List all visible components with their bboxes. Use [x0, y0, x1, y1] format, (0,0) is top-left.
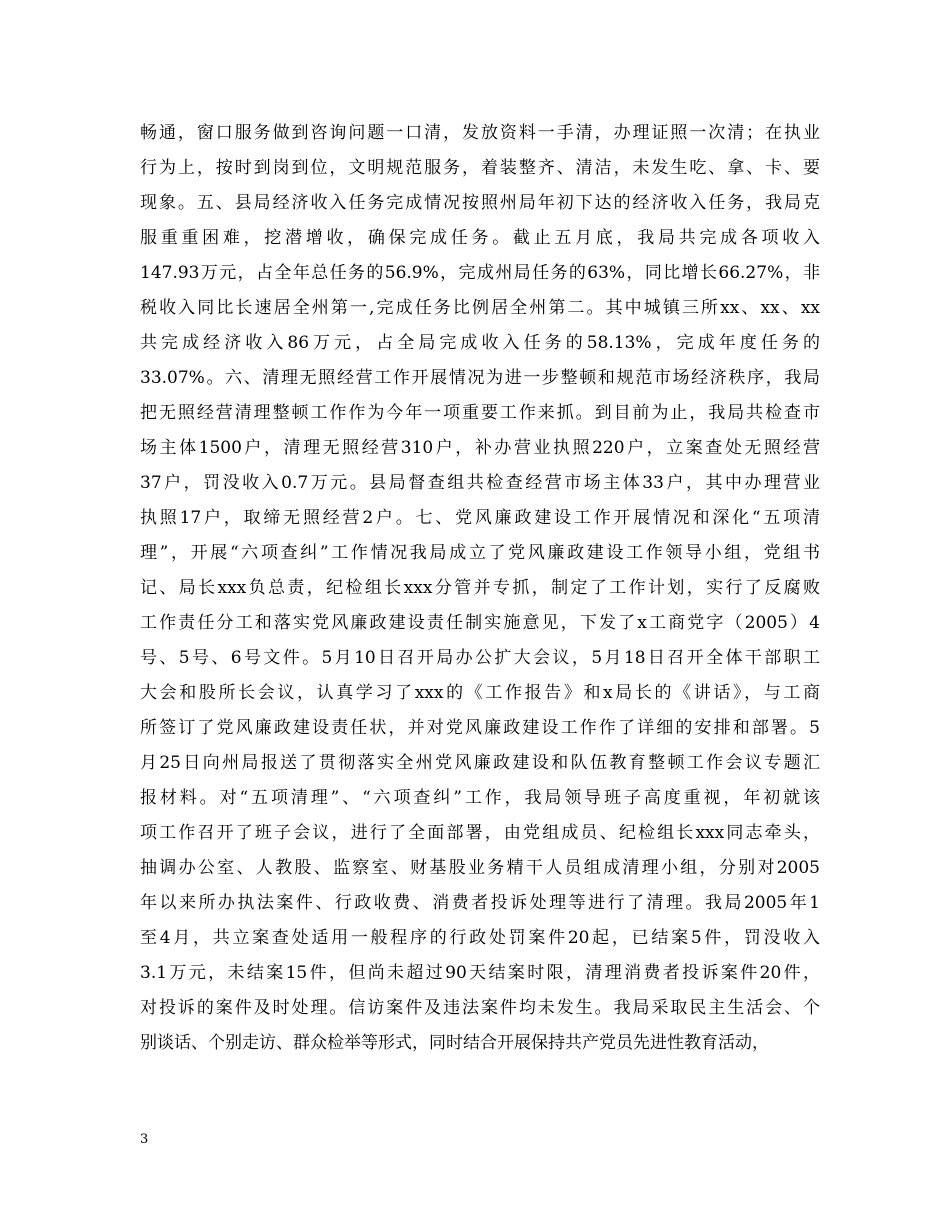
text-line: 税收入同比长速居全州第一,完成任务比例居全州第二。其中城镇三所xx、xx、xx [140, 298, 820, 318]
text-line: 畅通，窗口服务做到咨询问题一口清，发放资料一手清，办理证照一次清；在执业 [140, 123, 820, 143]
text-line: 3.1万元，未结案15件，但尚未超过90天结案时限，清理消费者投诉案件20件， [140, 963, 820, 983]
text-line: 理”，开展“六项查纠”工作情况我局成立了党风廉政建设工作领导小组，党组书 [140, 543, 820, 563]
text-line: 年以来所办执法案件、行政收费、消费者投诉处理等进行了清理。我局2005年1 [140, 893, 820, 913]
text-line: 月25日向州局报送了贯彻落实全州党风廉政建设和队伍教育整顿工作会议专题汇 [140, 753, 820, 773]
text-line: 行为上，按时到岗到位，文明规范服务，着装整齐、清洁，未发生吃、拿、卡、要 [140, 158, 820, 178]
text-line: 抽调办公室、人教股、监察室、财基股业务精干人员组成清理小组，分别对2005 [140, 858, 820, 878]
text-line: 号、5号、6号文件。5月10日召开局办公扩大会议，5月18日召开全体干部职工 [140, 648, 820, 668]
text-line: 33.07%。六、清理无照经营工作开展情况为进一步整顿和规范市场经济秩序，我局 [140, 368, 820, 388]
text-line: 共完成经济收入86万元，占全局完成收入任务的58.13%，完成年度任务的 [140, 333, 820, 353]
text-line: 至4月，共立案查处适用一般程序的行政处罚案件20起，已结案5件，罚没收入 [140, 928, 820, 948]
text-line: 147.93万元，占全年总任务的56.9%，完成州局任务的63%，同比增长66.27%，非 [140, 263, 820, 283]
text-line: 报材料。对“五项清理”、“六项查纠”工作，我局领导班子高度重视，年初就该 [140, 788, 820, 808]
text-line: 场主体1500户，清理无照经营310户，补办营业执照220户，立案查处无照经营 [140, 438, 820, 458]
text-line: 服重重困难，挖潜增收，确保完成任务。截止五月底，我局共完成各项收入 [140, 228, 820, 248]
text-line: 工作责任分工和落实党风廉政建设责任制实施意见，下发了x工商党字（2005）4 [140, 613, 820, 633]
text-line: 现象。五、县局经济收入任务完成情况按照州局年初下达的经济收入任务，我局克 [140, 193, 820, 213]
text-line: 37户，罚没收入0.7万元。县局督查组共检查经营市场主体33户，其中办理营业 [140, 473, 820, 493]
document-body [140, 116, 820, 1061]
text-line: 执照17户，取缔无照经营2户。七、党风廉政建设工作开展情况和深化“五项清 [140, 508, 820, 528]
text-line: 记、局长xxx负总责，纪检组长xxx分管并专抓，制定了工作计划，实行了反腐败 [140, 578, 820, 598]
text-line: 别谈话、个别走访、群众检举等形式，同时结合开展保持共产党员先进性教育活动， [140, 1033, 769, 1053]
text-line: 项工作召开了班子会议，进行了全面部署，由党组成员、纪检组长xxx同志牵头， [140, 823, 820, 843]
text-line: 把无照经营清理整顿工作作为今年一项重要工作来抓。到目前为止，我局共检查市 [140, 403, 820, 423]
page-number: 3 [140, 1132, 149, 1147]
text-line: 所签订了党风廉政建设责任状，并对党风廉政建设工作作了详细的安排和部署。5 [140, 718, 820, 738]
text-line: 大会和股所长会议，认真学习了xxx的《工作报告》和x局长的《讲话》，与工商 [140, 683, 820, 703]
text-line: 对投诉的案件及时处理。信访案件及违法案件均未发生。我局采取民主生活会、个 [140, 998, 820, 1018]
